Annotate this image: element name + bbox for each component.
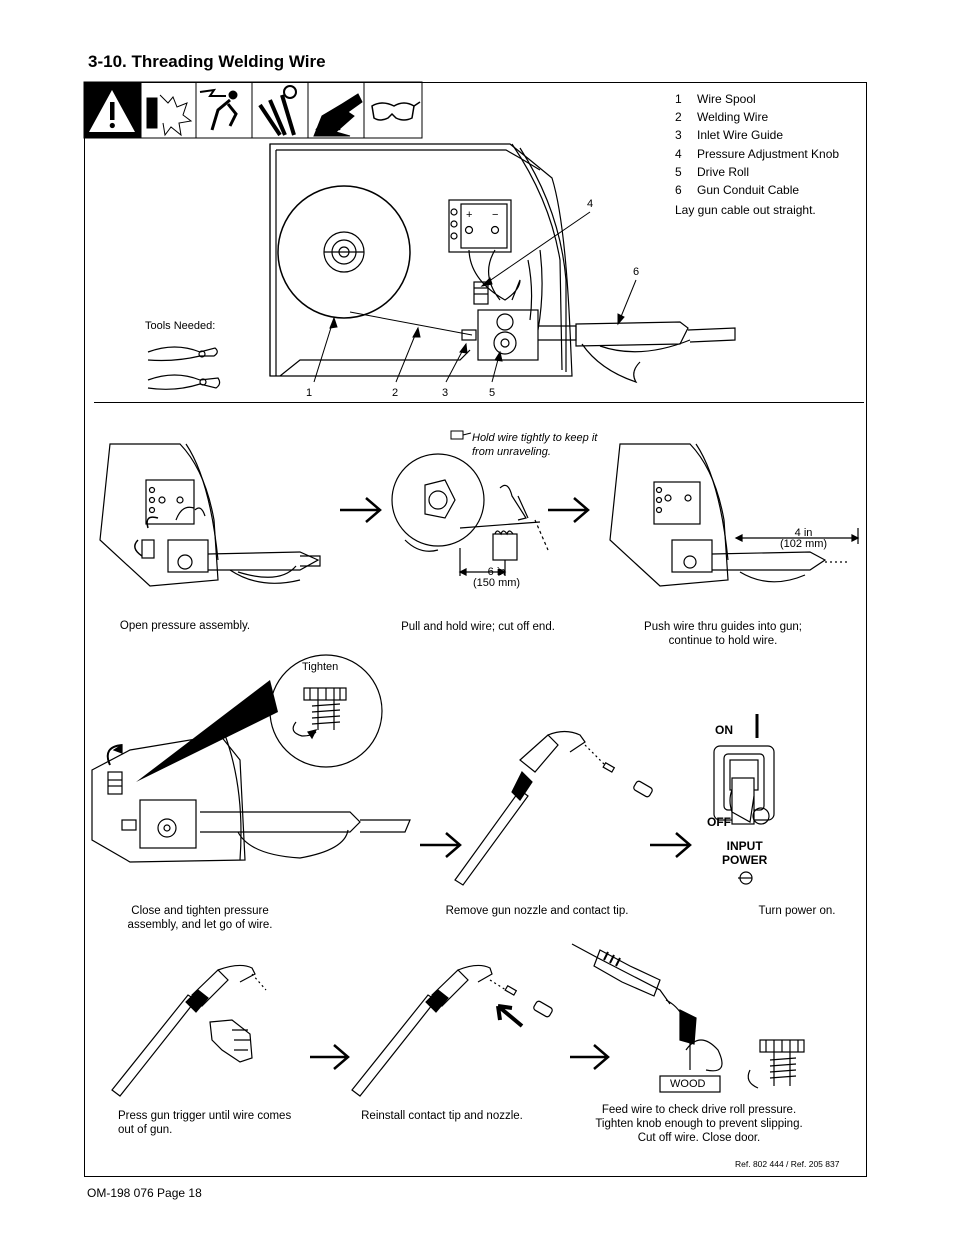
callout-5: 5: [489, 387, 496, 399]
section-title: 3-10. Threading Welding Wire: [88, 52, 326, 71]
step-press-trigger-illustration: [112, 965, 266, 1096]
caption-pull-hold: Pull and hold wire; cut off end.: [401, 621, 555, 633]
caption-open-pressure: Open pressure assembly.: [119, 620, 251, 632]
gun-conduit: [576, 322, 688, 346]
input-power-label: INPUT POWER: [722, 839, 768, 867]
zoom-wedge: [136, 680, 278, 782]
caption-close-tighten: Close and tighten pressure assembly, and let go of wire.: [127, 905, 273, 931]
callout-2: 2: [392, 387, 399, 399]
legend-item: 3 Inlet Wire Guide: [675, 128, 784, 143]
tools-needed-label: Tools Needed:: [145, 320, 216, 332]
dim-4in: 4 in (102 mm): [780, 527, 828, 550]
caption-push-wire: Push wire thru guides into gun; continue to hold wire.: [644, 621, 802, 647]
step-feed-wire-illustration: [572, 944, 804, 1092]
legend-note: Lay gun cable out straight.: [675, 203, 816, 218]
legend: [675, 90, 839, 219]
legend-item: 1 Wire Spool: [675, 92, 756, 106]
svg-text:−: −: [492, 209, 499, 221]
callout-3: 3: [442, 387, 449, 399]
step-remove-nozzle-illustration: [455, 732, 653, 886]
wood-label: WOOD: [670, 1078, 706, 1090]
caption-feed-wire: Feed wire to check drive roll pressure. Tighten knob enough to prevent slipping. Cut off wire. Close door.: [595, 1104, 803, 1144]
step-pull-wire-illustration: [392, 454, 548, 576]
off-label: OFF: [707, 815, 731, 829]
caption-press-trigger: Press gun trigger until wire comes out of gun.: [118, 1110, 292, 1136]
tools-pliers: [148, 347, 220, 389]
hazard-icons: [84, 82, 422, 138]
main-callouts: [314, 212, 636, 382]
svg-text:+: +: [466, 209, 473, 221]
hold-wire-tip: Hold wire tightly to keep it from unraveling.: [472, 432, 598, 458]
caption-turn-power-on: Turn power on.: [758, 905, 836, 917]
on-label: ON: [715, 723, 733, 737]
terminal-board: [449, 200, 511, 252]
step-push-wire-illustration: [610, 444, 858, 586]
arrows-row-2: [420, 833, 690, 857]
callout-4: 4: [587, 198, 594, 210]
main-welder-diagram: [270, 144, 735, 382]
arrows-row-1: [340, 498, 588, 522]
step-reinstall-illustration: [352, 965, 553, 1096]
caption-remove-nozzle: Remove gun nozzle and contact tip.: [445, 905, 629, 917]
legend-item: 2 Welding Wire: [675, 110, 769, 125]
page-footer: OM-198 076 Page 18: [87, 1186, 202, 1200]
legend-item: 4 Pressure Adjustment Knob: [675, 146, 840, 161]
callout-6: 6: [633, 266, 640, 278]
dim-6in: 6 in (150 mm): [473, 566, 521, 589]
caption-reinstall: Reinstall contact tip and nozzle.: [361, 1110, 523, 1122]
arrows-row-3: [310, 1045, 608, 1069]
hand-pointer-icon: [451, 431, 471, 439]
drive-assembly: [478, 310, 538, 360]
reference-number: Ref. 802 444 / Ref. 205 837: [735, 1159, 840, 1169]
callout-1: 1: [306, 387, 313, 399]
step-open-pressure-illustration: [100, 444, 320, 586]
legend-item: 6 Gun Conduit Cable: [675, 183, 800, 198]
tighten-label: Tighten: [302, 661, 339, 673]
legend-item: 5 Drive Roll: [675, 164, 750, 179]
